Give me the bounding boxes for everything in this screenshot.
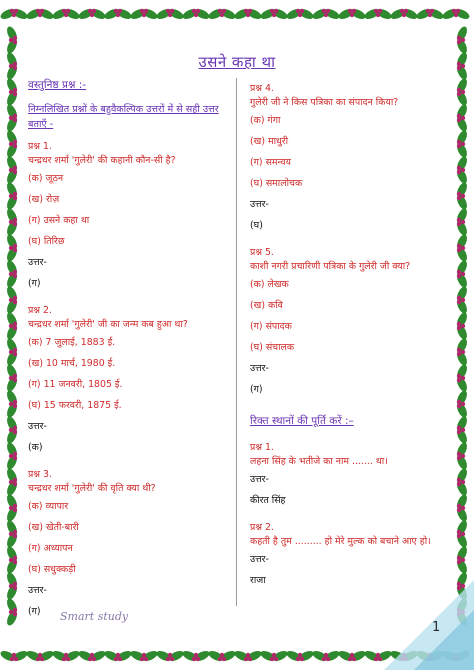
question-text: चन्द्रधर शर्मा 'गुलेरी' की वृति क्या थी? xyxy=(28,483,156,494)
holly-sprig xyxy=(455,233,469,263)
holly-sprig xyxy=(5,441,19,471)
holly-sprig xyxy=(155,649,185,663)
fill-blanks-section-title: रिक्त स्थानों की पूर्ति करें :– xyxy=(250,415,354,427)
question-label: प्रश्न 4. xyxy=(250,83,274,94)
holly-sprig xyxy=(51,649,81,663)
question-text: चन्द्रधर शर्मा 'गुलेरी' की कहानी कौन-सी है? xyxy=(28,155,176,166)
holly-sprig xyxy=(5,571,19,601)
holly-sprig xyxy=(455,493,469,523)
holly-sprig xyxy=(285,649,315,663)
holly-sprig xyxy=(455,259,469,289)
holly-sprig xyxy=(207,7,237,21)
answer-label: उत्तर- xyxy=(250,554,269,565)
option: (क) गंगा xyxy=(250,115,281,126)
holly-sprig xyxy=(181,649,211,663)
holly-sprig xyxy=(0,7,29,21)
holly-sprig xyxy=(129,649,159,663)
question-label: प्रश्न 3. xyxy=(28,469,52,480)
objective-section-title: वस्तुनिष्ठ प्रश्न :- xyxy=(28,79,87,91)
option: (घ) संचालक xyxy=(250,342,295,353)
answer-label: उत्तर- xyxy=(250,363,269,374)
holly-sprig xyxy=(455,25,469,55)
question-5 xyxy=(250,246,450,400)
holly-sprig xyxy=(5,311,19,341)
holly-sprig xyxy=(5,259,19,289)
holly-sprig xyxy=(337,7,367,21)
holly-sprig xyxy=(455,415,469,445)
holly-sprig xyxy=(455,103,469,133)
option: (ख) रोज़ xyxy=(28,194,60,205)
holly-sprig xyxy=(5,493,19,523)
holly-sprig xyxy=(5,597,19,627)
answer: (क) xyxy=(28,442,43,453)
holly-sprig xyxy=(455,545,469,575)
answer: राजा xyxy=(250,575,266,586)
holly-sprig xyxy=(5,467,19,497)
holly-sprig xyxy=(233,7,263,21)
answer-label: उत्तर- xyxy=(250,474,269,485)
option: (घ) समालोचक xyxy=(250,178,303,189)
question-3 xyxy=(28,468,233,622)
option: (ख) 10 मार्च, 1980 ई. xyxy=(28,358,116,369)
holly-sprig xyxy=(311,649,341,663)
right-column xyxy=(250,78,450,601)
holly-sprig xyxy=(455,285,469,315)
question-4 xyxy=(250,82,450,236)
option: (घ) तिरिछ xyxy=(28,236,65,247)
holly-sprig xyxy=(5,207,19,237)
question-label: प्रश्न 2. xyxy=(28,305,52,316)
page-number: 1 xyxy=(432,620,441,635)
holly-sprig xyxy=(103,649,133,663)
option: (ग) संपादक xyxy=(250,321,292,332)
holly-sprig xyxy=(233,649,263,663)
left-column xyxy=(28,78,233,632)
option: (क) 7 जुलाई, 1883 ई. xyxy=(28,337,116,348)
holly-sprig xyxy=(5,77,19,107)
answer-label: उत्तर- xyxy=(28,257,47,268)
holly-sprig xyxy=(415,7,445,21)
option: (क) व्यापार xyxy=(28,501,69,512)
holly-sprig xyxy=(25,649,55,663)
question-text: गुलेरी जी ने किस पत्रिका का संपादन किया? xyxy=(250,97,399,108)
holly-sprig xyxy=(207,649,237,663)
holly-sprig xyxy=(5,233,19,263)
question-2 xyxy=(28,304,233,458)
holly-sprig xyxy=(5,25,19,55)
holly-sprig xyxy=(389,7,419,21)
answer: (घ) xyxy=(250,220,263,231)
option: (ख) माधुरी xyxy=(250,136,289,147)
holly-sprig xyxy=(5,181,19,211)
holly-sprig xyxy=(441,7,471,21)
holly-sprig xyxy=(77,649,107,663)
option: (ख) खेती-बारी xyxy=(28,522,79,533)
fill-question-2 xyxy=(250,521,450,591)
fill-question-1 xyxy=(250,441,450,511)
question-1 xyxy=(28,140,233,294)
question-label: प्रश्न 1. xyxy=(250,442,274,453)
option: (ग) 11 जनवरी, 1805 ई. xyxy=(28,379,123,390)
answer: (ग) xyxy=(28,606,41,617)
holly-sprig xyxy=(5,363,19,393)
holly-sprig xyxy=(5,519,19,549)
holly-sprig xyxy=(337,649,367,663)
option: (घ) 15 फरवरी, 1875 ई. xyxy=(28,400,122,411)
holly-sprig xyxy=(5,155,19,185)
holly-sprig xyxy=(5,103,19,133)
holly-sprig xyxy=(25,7,55,21)
answer: (ग) xyxy=(250,384,263,395)
holly-sprig xyxy=(155,7,185,21)
option: (ग) अध्यापन xyxy=(28,543,73,554)
holly-sprig xyxy=(5,415,19,445)
holly-sprig xyxy=(311,7,341,21)
holly-sprig xyxy=(455,311,469,341)
holly-sprig xyxy=(455,389,469,419)
option: (घ) सधुक्कड़ी xyxy=(28,564,76,575)
holly-sprig xyxy=(5,545,19,575)
holly-sprig xyxy=(103,7,133,21)
holly-sprig xyxy=(129,7,159,21)
question-text: चन्द्रधर शर्मा 'गुलेरी' जी का जन्म कब हुआ था? xyxy=(28,319,188,330)
holly-sprig xyxy=(51,7,81,21)
question-label: प्रश्न 1. xyxy=(28,141,52,152)
holly-sprig xyxy=(259,7,289,21)
column-divider xyxy=(236,78,237,606)
holly-sprig xyxy=(455,337,469,367)
question-text: काशी नगरी प्रचारिणी पत्रिका के गुलेरी जी क्या? xyxy=(250,261,411,272)
holly-sprig xyxy=(285,7,315,21)
option: (क) लेखक xyxy=(250,279,289,290)
option: (ख) कवि xyxy=(250,300,283,311)
answer-label: उत्तर- xyxy=(28,585,47,596)
instruction-text: निम्नलिखित प्रश्नों के बहुवैकल्पिक उत्तरों में से सही उत्तर बताएँ - xyxy=(28,104,219,130)
holly-sprig xyxy=(455,129,469,159)
holly-sprig xyxy=(181,7,211,21)
answer: कीरत सिंह xyxy=(250,495,286,506)
question-text: लहना सिंह के भतीजे का नाम ....... था। xyxy=(250,456,388,467)
holly-sprig xyxy=(5,129,19,159)
holly-sprig xyxy=(0,649,29,663)
option: (ग) उसने कहा था xyxy=(28,215,90,226)
holly-sprig xyxy=(455,519,469,549)
answer-label: उत्तर- xyxy=(250,199,269,210)
holly-sprig xyxy=(455,467,469,497)
holly-sprig xyxy=(259,649,289,663)
holly-sprig xyxy=(455,441,469,471)
question-label: प्रश्न 5. xyxy=(250,247,274,258)
page-title: उसने कहा था xyxy=(198,53,276,71)
option: (क) जूठन xyxy=(28,173,64,184)
holly-sprig xyxy=(5,285,19,315)
question-label: प्रश्न 2. xyxy=(250,522,274,533)
question-text: कहती है तुम ......... हो मेरे मुल्क को बचाने आए हो। xyxy=(250,536,431,547)
holly-sprig xyxy=(455,155,469,185)
holly-sprig xyxy=(455,207,469,237)
answer-label: उत्तर- xyxy=(28,421,47,432)
holly-sprig xyxy=(455,77,469,107)
holly-sprig xyxy=(455,363,469,393)
option: (ग) समन्वय xyxy=(250,157,291,168)
answer: (ग) xyxy=(28,278,41,289)
holly-sprig xyxy=(5,389,19,419)
brand-watermark: Smart study xyxy=(60,610,129,623)
holly-sprig xyxy=(363,7,393,21)
holly-sprig xyxy=(455,181,469,211)
holly-sprig xyxy=(5,337,19,367)
holly-sprig xyxy=(77,7,107,21)
